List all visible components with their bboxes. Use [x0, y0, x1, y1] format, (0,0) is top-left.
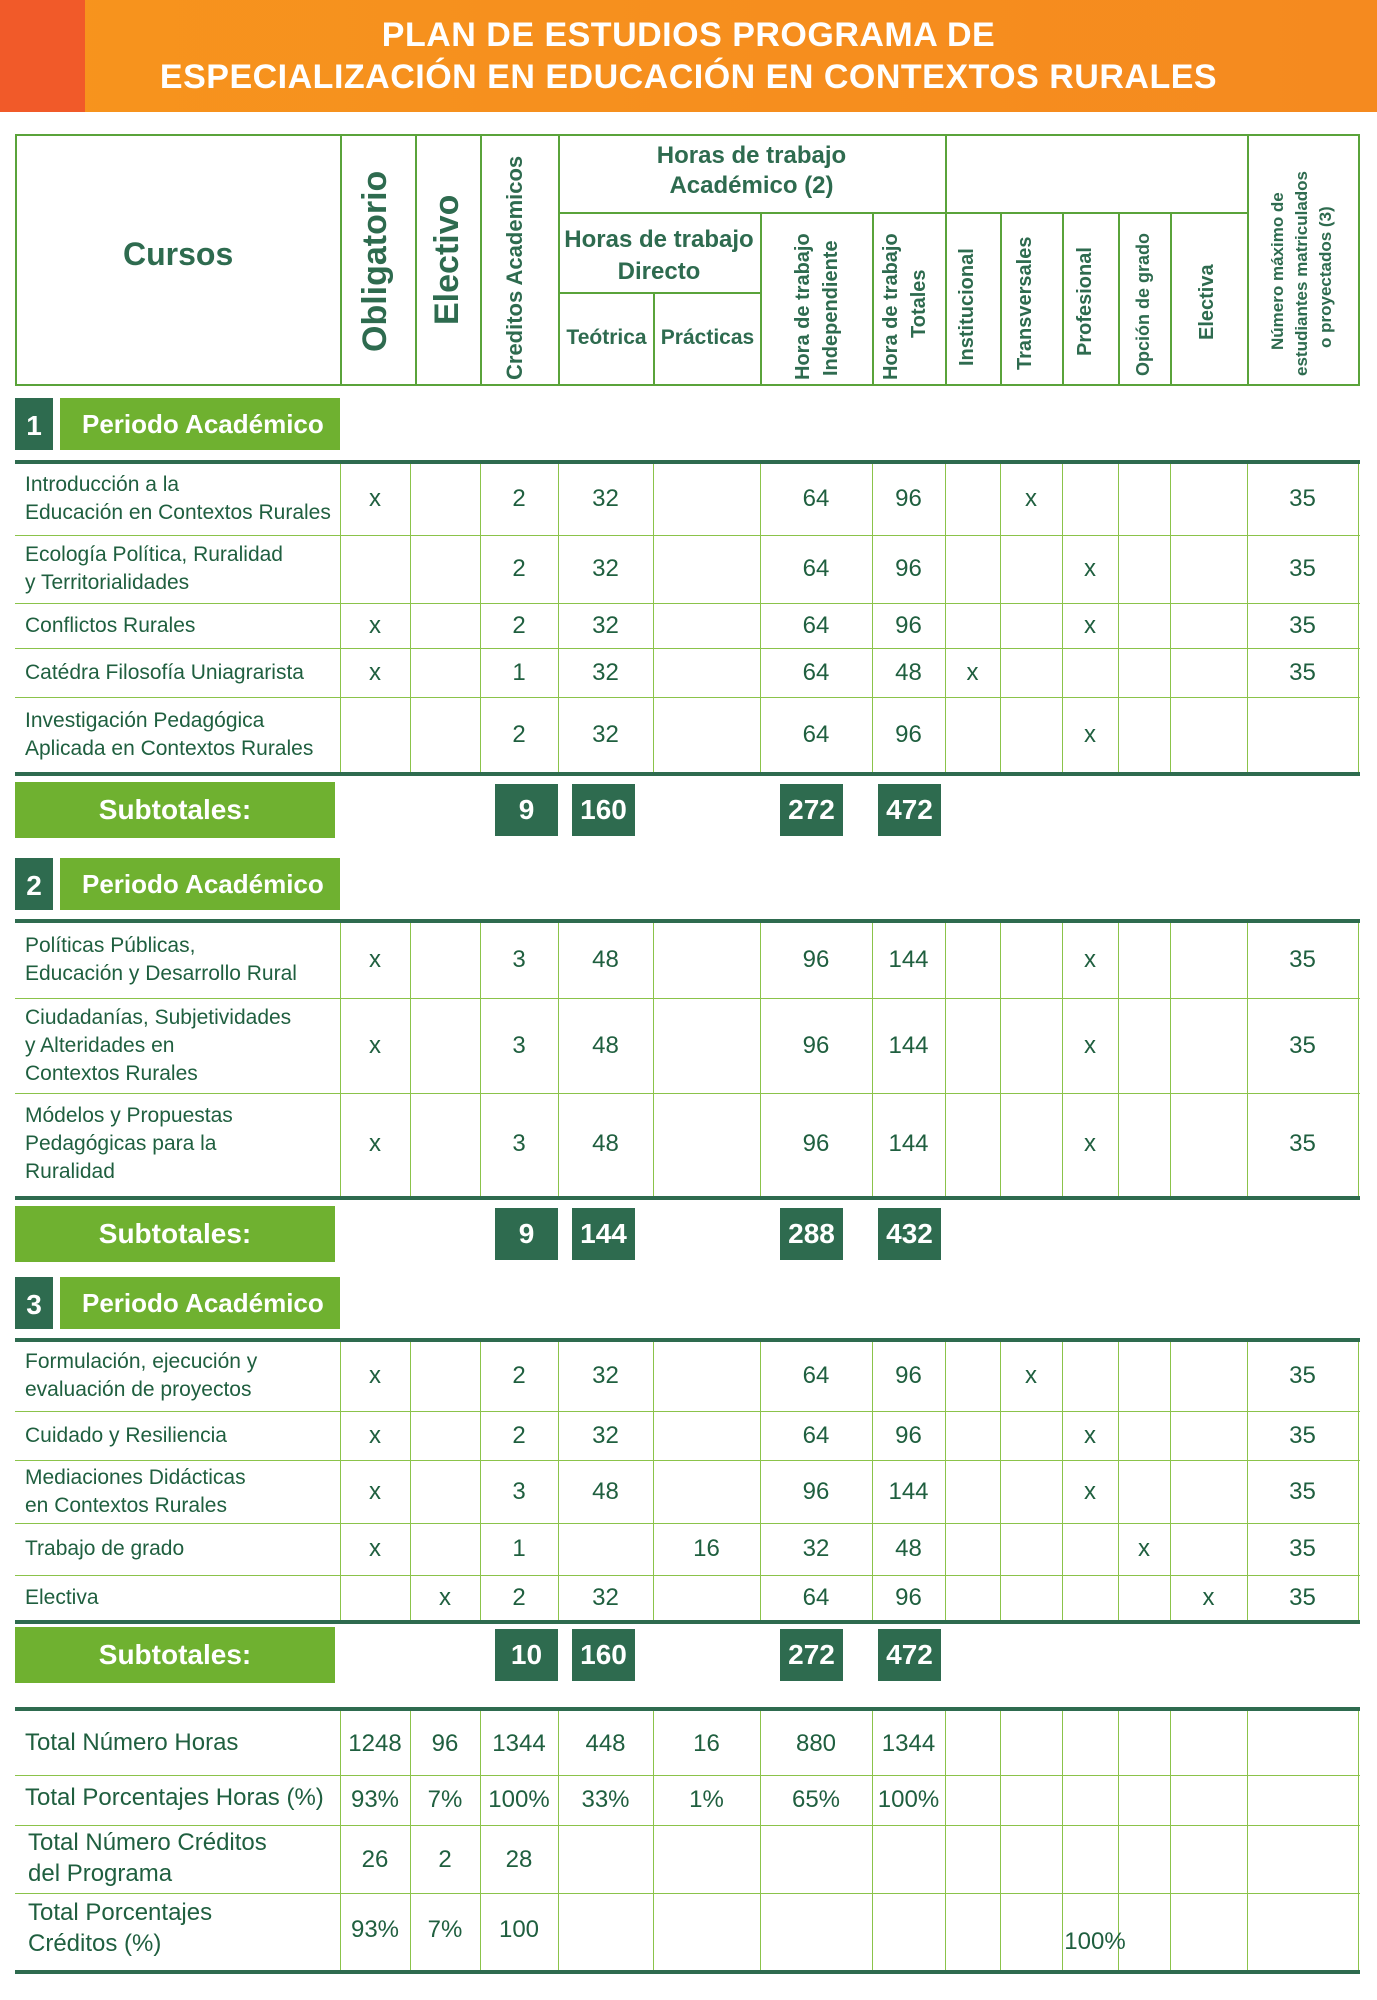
subtotal-independent: 288	[780, 1208, 843, 1260]
cell-ele: x	[439, 1584, 451, 1611]
cell-teo: 48	[592, 1130, 619, 1157]
course-name-line: y Alteridades en	[25, 1034, 175, 1057]
cell-obl: x	[369, 612, 381, 639]
grid-line	[945, 464, 946, 772]
total-obl: 1248	[348, 1730, 402, 1757]
row-rule	[15, 535, 1360, 536]
row-rule	[15, 1893, 1360, 1894]
cell-ind: 64	[802, 1422, 830, 1449]
grid-line	[1118, 1342, 1119, 1620]
subtotal-credits: 9	[495, 784, 558, 836]
section-rule	[15, 1620, 1360, 1624]
cell-max: 35	[1289, 946, 1316, 973]
row-rule	[15, 1460, 1360, 1461]
course-name	[25, 1584, 99, 1612]
cell-pra: 16	[693, 1535, 720, 1562]
course-name-line: en Contextos Rurales	[25, 1494, 227, 1517]
total-pra: 16	[693, 1730, 720, 1757]
cell-pro: x	[1084, 1478, 1096, 1505]
cell-tot: 144	[888, 1130, 929, 1157]
course-name	[25, 1535, 184, 1563]
cell-teo: 48	[592, 946, 619, 973]
grid-line	[1118, 923, 1119, 1196]
header-totales-2: Totales	[908, 269, 930, 338]
row-rule	[15, 648, 1360, 649]
cell-max: 35	[1289, 1422, 1316, 1449]
cell-tot: 96	[895, 612, 922, 639]
header-independiente-1: Hora de trabajo	[792, 233, 814, 380]
total-hours-label: Total Número Horas	[25, 1729, 239, 1756]
grid-line	[1358, 464, 1359, 772]
header-electiva: Electiva	[1196, 264, 1218, 340]
section-rule	[15, 919, 1360, 923]
row-rule	[15, 697, 1360, 698]
grid-line	[945, 923, 946, 1196]
cell-tot: 96	[895, 1584, 922, 1611]
grid-line	[1358, 923, 1359, 1196]
header-col-divider	[945, 134, 947, 386]
cell-ind: 64	[802, 555, 830, 582]
cell-cred: 3	[512, 1130, 526, 1157]
header-col-divider	[1118, 214, 1120, 386]
total-credits-label-2: del Programa	[28, 1860, 173, 1887]
total-credits-label-1: Total Número Créditos	[28, 1829, 267, 1856]
header-horas-2: Académico (2)	[669, 172, 834, 199]
period-label: Periodo Académico	[60, 398, 340, 450]
total-tot: 100%	[877, 1786, 940, 1813]
total-obl: 26	[361, 1846, 389, 1873]
cell-obl: x	[369, 1362, 381, 1389]
course-name-line: Introducción a la	[25, 473, 180, 496]
cell-ind: 96	[802, 1032, 830, 1059]
cell-obl: x	[369, 659, 381, 686]
cell-pro: x	[1084, 612, 1096, 639]
cell-tot: 144	[888, 1478, 929, 1505]
header-practicas: Prácticas	[660, 326, 755, 349]
course-name	[25, 1102, 233, 1186]
cell-pro: x	[1084, 1032, 1096, 1059]
header-col-divider	[415, 134, 417, 386]
course-name-line: Cuidado y Resiliencia	[25, 1424, 227, 1447]
subtotal-label: Subtotales:	[15, 782, 335, 838]
subtotal-credits: 9	[495, 1208, 558, 1260]
cell-tot: 96	[895, 1422, 922, 1449]
course-name-line: Módelos y Propuestas	[25, 1104, 233, 1127]
grid-line	[410, 923, 411, 1196]
cell-teo: 32	[592, 485, 619, 512]
course-name	[25, 659, 304, 687]
course-name-line: Políticas Públicas,	[25, 934, 196, 957]
header-max-2: estudiantes matriculados	[1292, 170, 1311, 376]
cell-max: 35	[1289, 612, 1316, 639]
cell-obl: x	[369, 1032, 381, 1059]
total-ele: 96	[431, 1730, 459, 1757]
cell-obl: x	[369, 946, 381, 973]
cell-tra: x	[1025, 1362, 1037, 1389]
subtotal-total: 432	[878, 1208, 941, 1260]
header-max-3: o proyectados (3)	[1316, 206, 1335, 348]
subtotal-label: Subtotales:	[15, 1206, 335, 1262]
header-col-divider	[760, 214, 762, 386]
subtotal-total: 472	[878, 1629, 941, 1681]
course-name	[25, 707, 313, 763]
cell-max: 35	[1289, 659, 1316, 686]
cell-teo: 48	[592, 1478, 619, 1505]
course-name	[25, 1464, 246, 1520]
course-name-line: Educación y Desarrollo Rural	[25, 962, 297, 985]
cell-opc: x	[1138, 1535, 1150, 1562]
cell-pro: x	[1084, 1130, 1096, 1157]
total-teo: 33%	[581, 1786, 630, 1813]
cell-cred: 3	[512, 1478, 526, 1505]
cell-pro: x	[1084, 555, 1096, 582]
section-rule	[15, 1707, 1360, 1711]
grid-line	[1170, 923, 1171, 1196]
total-percent-hours-label: Total Porcentajes Horas (%)	[25, 1784, 324, 1811]
cell-ind: 96	[802, 1130, 830, 1157]
cell-obl: x	[369, 1130, 381, 1157]
cell-tot: 144	[888, 946, 929, 973]
header-totales-1: Hora de trabajo	[880, 233, 902, 380]
course-name-line: Educación en Contextos Rurales	[25, 501, 331, 524]
header-row-divider	[558, 212, 1247, 214]
period-label: Periodo Académico	[60, 1277, 340, 1329]
grid-line	[1358, 1342, 1359, 1620]
course-name-line: Catédra Filosofía Uniagrarista	[25, 661, 304, 684]
header-col-divider	[872, 214, 874, 386]
total-percent-credits-label-2: Créditos (%)	[28, 1930, 162, 1957]
cell-tot: 96	[895, 1362, 922, 1389]
section-rule	[15, 772, 1360, 776]
subtotal-total: 472	[878, 784, 941, 836]
grid-line	[1247, 1711, 1248, 1970]
cell-cred: 1	[512, 659, 526, 686]
cell-ind: 64	[802, 1584, 830, 1611]
period-number: 3	[15, 1277, 53, 1329]
course-name	[25, 1004, 291, 1088]
course-name-line: Investigación Pedagógica	[25, 709, 265, 732]
course-name	[25, 1348, 257, 1404]
course-name	[25, 932, 297, 988]
cell-teo: 48	[592, 1032, 619, 1059]
subtotal-theory: 160	[572, 1629, 635, 1681]
grid-line	[653, 923, 654, 1196]
row-rule	[15, 1575, 1360, 1576]
cell-teo: 32	[592, 1422, 619, 1449]
cell-ind: 96	[802, 946, 830, 973]
cell-max: 35	[1289, 1032, 1316, 1059]
cell-max: 35	[1289, 555, 1316, 582]
grid-line	[1170, 464, 1171, 772]
row-rule	[15, 603, 1360, 604]
title-line-1: PLAN DE ESTUDIOS PROGRAMA DE	[381, 16, 996, 54]
grid-line	[410, 464, 411, 772]
course-name-line: evaluación de proyectos	[25, 1378, 252, 1401]
grid-line	[653, 1342, 654, 1620]
section-rule	[15, 1338, 1360, 1342]
cell-ind: 96	[802, 1478, 830, 1505]
section-rule	[15, 460, 1360, 464]
header-creditos: Creditos Academicos	[502, 155, 527, 380]
cell-obl: x	[369, 1478, 381, 1505]
header-independiente-2: Independiente	[820, 240, 842, 376]
course-name-line: y Territorialidades	[25, 571, 190, 594]
header-col-divider	[340, 134, 342, 386]
cell-tot: 96	[895, 555, 922, 582]
total-ele: 7%	[427, 1786, 463, 1813]
cell-teo: 32	[592, 1584, 619, 1611]
row-rule	[15, 1775, 1360, 1776]
cell-teo: 32	[592, 659, 619, 686]
header-directo-2: Directo	[617, 258, 701, 285]
header-transversales: Transversales	[1014, 236, 1036, 370]
cell-teo: 32	[592, 555, 619, 582]
header-profesional: Profesional	[1074, 247, 1096, 356]
course-name-line: Mediaciones Didácticas	[25, 1466, 246, 1489]
grid-line	[410, 1342, 411, 1620]
header-col-divider	[480, 134, 482, 386]
header-institucional: Institucional	[956, 248, 978, 366]
total-obl: 93%	[350, 1916, 400, 1943]
grid-line	[1358, 1711, 1359, 1970]
grid-line	[945, 1342, 946, 1620]
subtotal-independent: 272	[780, 1629, 843, 1681]
header-col-divider	[1170, 214, 1172, 386]
cell-teo: 32	[592, 1362, 619, 1389]
row-rule	[15, 1411, 1360, 1412]
header-obligatorio: Obligatorio	[356, 170, 394, 352]
total-cred: 28	[505, 1846, 533, 1873]
total-cred: 1344	[492, 1730, 546, 1757]
header-electivo: Electivo	[428, 194, 466, 325]
cell-tot: 96	[895, 721, 922, 748]
course-name	[25, 541, 283, 597]
course-name-line: Ciudadanías, Subjetividades	[25, 1006, 292, 1029]
cell-cred: 3	[512, 946, 526, 973]
total-ind: 880	[795, 1730, 837, 1757]
total-tot: 1344	[881, 1730, 936, 1757]
cell-ind: 64	[802, 485, 830, 512]
grid-line	[653, 464, 654, 772]
header-horas-1: Horas de trabajo	[656, 142, 847, 169]
period-label: Periodo Académico	[60, 858, 340, 910]
total-teo: 448	[585, 1730, 626, 1757]
subtotal-label: Subtotales:	[15, 1627, 335, 1683]
header-col-divider	[1062, 214, 1064, 386]
cell-ind: 64	[802, 1362, 830, 1389]
cell-tra: x	[1025, 485, 1037, 512]
grid-line	[945, 1711, 946, 1970]
row-rule	[15, 1825, 1360, 1826]
total-ele: 7%	[427, 1916, 463, 1943]
title-banner	[0, 0, 1377, 112]
cell-cred: 2	[512, 1584, 526, 1611]
title-line-2: ESPECIALIZACIÓN EN EDUCACIÓN EN CONTEXTOS RURALES	[159, 58, 1218, 96]
total-cred: 100	[498, 1916, 540, 1943]
course-name-line: Electiva	[25, 1586, 99, 1609]
subtotal-credits: 10	[495, 1629, 558, 1681]
cell-tot: 48	[895, 1535, 922, 1562]
cell-cred: 1	[512, 1535, 526, 1562]
cell-obl: x	[369, 485, 381, 512]
cell-max: 35	[1289, 1362, 1316, 1389]
cell-elec: x	[1202, 1584, 1215, 1611]
header-opcion: Opción de grado	[1133, 232, 1153, 376]
cell-cred: 2	[512, 485, 526, 512]
total-cred: 100%	[488, 1786, 550, 1813]
cell-tot: 96	[895, 485, 922, 512]
cell-teo: 32	[592, 612, 619, 639]
header-directo-1: Horas de trabajo	[564, 226, 754, 253]
row-rule	[15, 1523, 1360, 1524]
cell-cred: 2	[512, 1362, 526, 1389]
cell-teo: 32	[592, 721, 619, 748]
cell-pro: x	[1084, 1422, 1096, 1449]
course-name	[25, 471, 331, 527]
cell-max: 35	[1289, 1535, 1316, 1562]
header-max-1: Número máximo de	[1268, 192, 1287, 350]
subtotal-independent: 272	[780, 784, 843, 836]
course-name-line: Aplicada en Contextos Rurales	[25, 737, 314, 760]
total-percent-credits-right: 100%	[1064, 1928, 1126, 1955]
subtotal-theory: 144	[572, 1208, 635, 1260]
cell-cred: 3	[512, 1032, 526, 1059]
course-name-line: Ruralidad	[25, 1160, 115, 1183]
total-obl: 93%	[350, 1786, 400, 1813]
section-rule	[15, 1196, 1360, 1200]
cell-max: 35	[1289, 1584, 1316, 1611]
total-pra: 1%	[689, 1786, 724, 1813]
header-cursos: Cursos	[123, 236, 234, 272]
cell-max: 35	[1289, 485, 1316, 512]
total-percent-credits-label-1: Total Porcentajes	[28, 1899, 213, 1926]
cell-max: 35	[1289, 1130, 1316, 1157]
section-rule	[15, 1970, 1360, 1974]
total-ind: 65%	[791, 1786, 841, 1813]
cell-ind: 64	[802, 659, 830, 686]
cell-max: 35	[1289, 1478, 1316, 1505]
cell-tot: 144	[888, 1032, 929, 1059]
cell-ind: 32	[802, 1535, 830, 1562]
course-name	[25, 612, 195, 640]
course-name-line: Ecología Política, Ruralidad	[25, 543, 283, 566]
header-row-divider	[558, 292, 760, 294]
cell-tot: 48	[895, 659, 922, 686]
row-rule	[15, 998, 1360, 999]
cell-cred: 2	[512, 1422, 526, 1449]
cell-ind: 64	[802, 612, 830, 639]
grid-line	[1118, 464, 1119, 772]
cell-cred: 2	[512, 612, 526, 639]
row-rule	[15, 1093, 1360, 1094]
cell-ind: 64	[802, 721, 830, 748]
period-number: 1	[15, 398, 53, 450]
cell-cred: 2	[512, 721, 526, 748]
cell-cred: 2	[512, 555, 526, 582]
course-name-line: Trabajo de grado	[25, 1537, 185, 1560]
cell-pro: x	[1084, 721, 1096, 748]
course-name-line: Conflictos Rurales	[25, 614, 196, 637]
grid-line	[1000, 923, 1001, 1196]
cell-ins: x	[966, 659, 979, 686]
cell-obl: x	[369, 1422, 381, 1449]
subtotal-theory: 160	[572, 784, 635, 836]
total-ele: 2	[438, 1846, 452, 1873]
header-teorica: Teótrica	[566, 326, 647, 349]
course-name	[25, 1422, 227, 1450]
course-name-line: Formulación, ejecución y	[25, 1350, 258, 1373]
cell-obl: x	[369, 1535, 381, 1562]
course-name-line: Pedagógicas para la	[25, 1132, 217, 1155]
header-col-divider	[1000, 214, 1002, 386]
period-number: 2	[15, 858, 53, 910]
course-name-line: Contextos Rurales	[25, 1062, 198, 1085]
header-col-divider	[1247, 134, 1249, 386]
page-title	[0, 14, 1377, 98]
grid-line	[1170, 1342, 1171, 1620]
cell-pro: x	[1084, 946, 1096, 973]
